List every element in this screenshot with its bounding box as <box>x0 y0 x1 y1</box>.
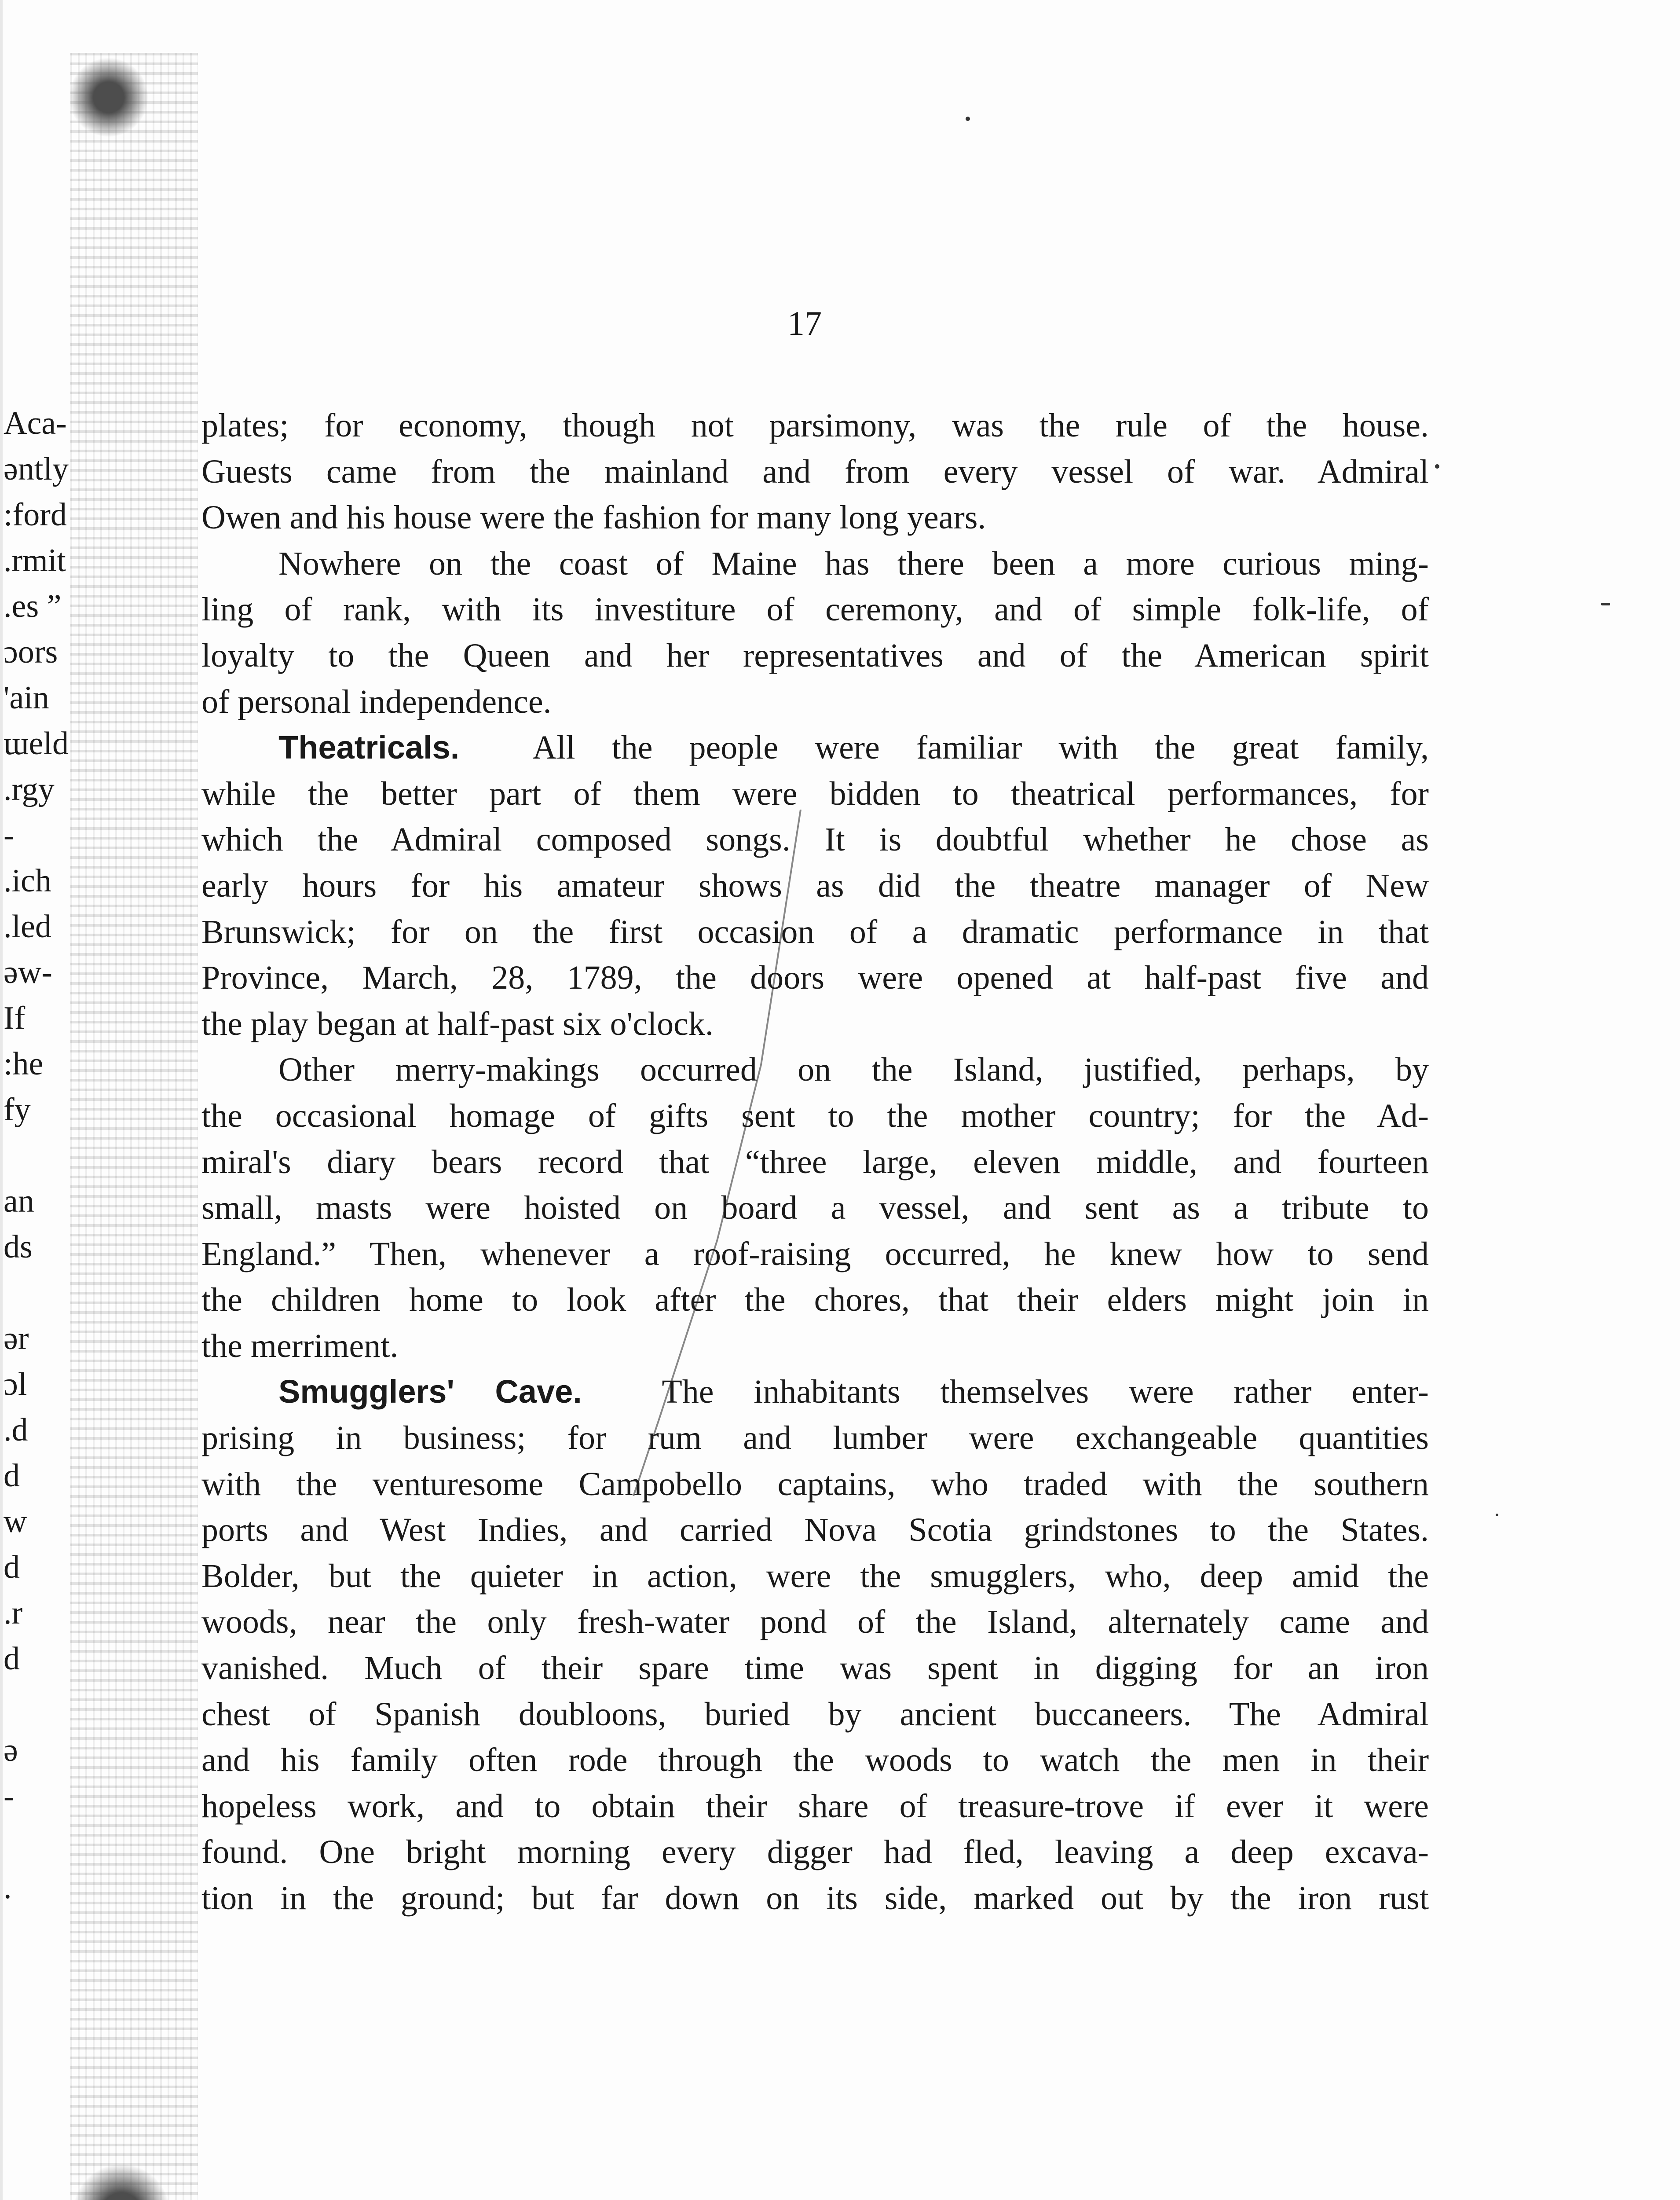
text-line-continuation: The inhabitants themselves were rather enter- <box>662 1373 1429 1411</box>
facing-page-fragment: d <box>4 1458 20 1494</box>
facing-page-fragment: w <box>4 1503 27 1540</box>
text-line: ling of rank, with its investiture of ceremony, and of simple folk-life, of <box>201 591 1429 628</box>
text-line: which the Admiral composed songs. It is doubtful whether he chose as <box>201 821 1429 858</box>
facing-page-fragment <box>4 1819 74 1865</box>
text-line: the play began at half-past six o'clock. <box>201 1005 714 1042</box>
text-line: Brunswick; for on the first occasion of a dramatic performance in that <box>201 913 1429 950</box>
text-line: prising in business; for rum and lumber were exchangeable quantities <box>201 1419 1429 1457</box>
facing-page-fragment: an <box>4 1183 34 1219</box>
text-line: plates; for economy, though not parsimony, was the rule of the house. <box>201 407 1429 444</box>
facing-page-fragment: fy <box>4 1092 31 1128</box>
text-line-continuation: All the people were familiar with the great family, <box>532 729 1429 766</box>
page-number: 17 <box>787 304 822 342</box>
text-line: chest of Spanish doubloons, buried by ancient buccaneers. The Admiral <box>201 1695 1429 1733</box>
text-line: tion in the ground; but far down on its side, marked out by the iron rust <box>201 1880 1429 1917</box>
facing-page-fragment: 'ain <box>4 680 49 716</box>
body-text <box>201 403 1429 1921</box>
text-line: early hours for his amateur shows as did the theatre manager of New <box>201 867 1429 904</box>
text-line: the occasional homage of gifts sent to the mother country; for the Ad- <box>201 1097 1429 1134</box>
scan-speck <box>966 117 970 121</box>
text-line: of personal independence. <box>201 683 552 720</box>
facing-page-fragment: :ford <box>4 497 67 533</box>
facing-page-fragment: .rmit <box>4 543 66 579</box>
facing-page-fragments <box>4 400 74 1956</box>
facing-page-fragment: . <box>4 1870 12 1906</box>
binding-gutter-noise <box>70 53 198 2200</box>
scan-speck <box>1496 1514 1498 1516</box>
facing-page-fragment: Aca- <box>4 405 67 441</box>
facing-page-fragment: ɔors <box>4 634 58 670</box>
text-line: with the venturesome Campobello captains, who traded with the southern <box>201 1465 1429 1503</box>
text-line: while the better part of them were bidden to theatrical performances, for <box>201 775 1429 812</box>
facing-page-fragment: .rgy <box>4 771 55 807</box>
text-line: woods, near the only fresh-water pond of the Island, alternately came and <box>201 1603 1429 1641</box>
text-line <box>201 1369 1429 1415</box>
text-line: ports and West Indies, and carried Nova Scotia grindstones to the States. <box>201 1511 1429 1549</box>
text-line: miral's diary bears record that “three large, eleven middle, and fourteen <box>201 1143 1429 1181</box>
text-line <box>201 725 1429 771</box>
facing-page-fragment: If <box>4 1000 26 1036</box>
facing-page-fragment: .r <box>4 1595 23 1631</box>
text-line: Province, March, 28, 1789, the doors were opened at half-past five and <box>201 959 1429 997</box>
facing-page-fragment: ə <box>4 1732 18 1768</box>
text-line: hopeless work, and to obtain their share of treasure-trove if ever it were <box>201 1787 1429 1825</box>
facing-page-fragment: :he <box>4 1046 44 1082</box>
text-line: and his family often rode through the woods to watch the men in their <box>201 1742 1429 1779</box>
text-line: vanished. Much of their spare time was spent in digging for an iron <box>201 1650 1429 1687</box>
facing-page-fragment: - <box>4 1778 15 1814</box>
facing-page-fragment: əntly <box>4 451 69 487</box>
text-line: Bolder, but the quieter in action, were the smugglers, who, deep amid the <box>201 1557 1429 1595</box>
text-line: small, masts were hoisted on board a vessel, and sent as a tribute to <box>201 1189 1429 1227</box>
facing-page-fragment: ər <box>4 1320 29 1357</box>
facing-page-fragment: .d <box>4 1412 28 1448</box>
page-edge <box>0 0 3 2200</box>
facing-page-fragment: .ich <box>4 863 51 899</box>
facing-page-fragment: əw- <box>4 954 52 990</box>
text-line: the merriment. <box>201 1327 399 1364</box>
text-line: found. One bright morning every digger had fled, leaving a deep excava- <box>201 1833 1429 1871</box>
facing-page-fragment: ɯeld <box>4 726 69 762</box>
facing-page-fragment: ɔl <box>4 1366 27 1402</box>
text-line: loyalty to the Queen and her representatives and of the American spirit <box>201 637 1429 674</box>
scan-speck <box>1435 464 1439 469</box>
facing-page-fragment: - <box>4 817 15 853</box>
text-line: Guests came from the mainland and from every vessel of war. Admiral <box>201 453 1429 490</box>
section-heading-theatricals: Theatricals. <box>278 729 460 766</box>
text-line: Nowhere on the coast of Maine has there been a more curious ming- <box>278 545 1429 582</box>
text-line: the children home to look after the chores, that their elders might join in <box>201 1281 1429 1319</box>
text-line: Owen and his house were the fashion for many long years. <box>201 499 986 536</box>
text-line: Other merry-makings occurred on the Island, justified, perhaps, by <box>278 1051 1429 1089</box>
text-line: England.” Then, whenever a roof-raising occurred, he knew how to send <box>201 1235 1429 1272</box>
scan-speck <box>1601 603 1610 605</box>
facing-page-fragment: ԁ <box>4 1641 20 1677</box>
facing-page-fragment: .es ” <box>4 588 62 624</box>
facing-page-fragment: ԁ <box>4 1549 20 1585</box>
facing-page-fragment <box>4 1910 74 1956</box>
facing-page-fragment <box>4 1270 74 1316</box>
facing-page-fragment: .led <box>4 909 51 945</box>
facing-page-fragment <box>4 1133 74 1178</box>
section-heading-smugglers-cave: Smugglers' Cave. <box>278 1373 582 1410</box>
facing-page-fragment: ԁs <box>4 1229 33 1265</box>
facing-page-fragment <box>4 1682 74 1727</box>
